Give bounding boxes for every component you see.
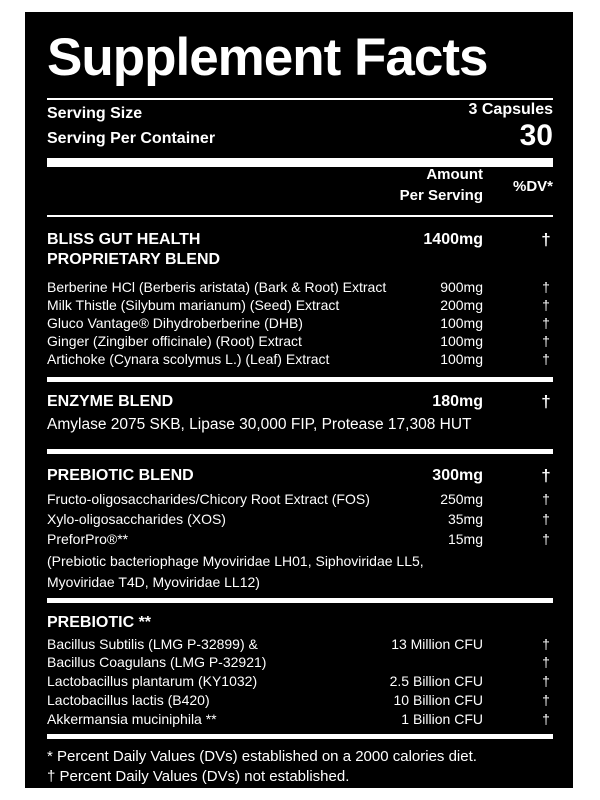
ingredient-amount: 200mg bbox=[440, 297, 483, 313]
ingredient-dv: † bbox=[542, 692, 550, 708]
supplement-facts-panel bbox=[23, 10, 575, 790]
footnote-dv-not-established: † Percent Daily Values (DVs) not established. bbox=[47, 768, 350, 785]
blend-dv: † bbox=[541, 466, 551, 485]
ingredient-name: Xylo-oligosaccharides (XOS) bbox=[47, 511, 226, 527]
section-name: PREBIOTIC ** bbox=[47, 614, 152, 631]
ingredient-dv: † bbox=[542, 333, 550, 349]
amount-header-line1: Amount bbox=[426, 166, 483, 183]
ingredient-name: Milk Thistle (Silybum marianum) (Seed) Extract bbox=[47, 297, 340, 313]
amount-header-line2: Per Serving bbox=[399, 187, 483, 204]
ingredient-dv: † bbox=[542, 297, 550, 313]
divider bbox=[47, 734, 553, 739]
blend-dv: † bbox=[541, 230, 551, 249]
panel-title: Supplement Facts bbox=[47, 28, 488, 87]
blend-note: Amylase 2075 SKB, Lipase 30,000 FIP, Protease 17,308 HUT bbox=[47, 416, 472, 433]
ingredient-amount: 100mg bbox=[440, 333, 483, 349]
blend-amount: 180mg bbox=[432, 393, 483, 410]
ingredient-amount: 900mg bbox=[440, 279, 483, 295]
ingredient-dv: † bbox=[542, 673, 550, 689]
blend-amount: 300mg bbox=[432, 467, 483, 484]
ingredient-name: Akkermansia muciniphila ** bbox=[47, 711, 217, 727]
ingredient-amount: 100mg bbox=[440, 351, 483, 367]
ingredient-dv: † bbox=[542, 279, 550, 295]
ingredient-amount: 15mg bbox=[447, 531, 483, 547]
ingredient-amount: 2.5 Billion CFU bbox=[389, 673, 483, 689]
blend-amount: 1400mg bbox=[423, 231, 483, 248]
blend-note-line1: (Prebiotic bacteriophage Myoviridae LH01, Siphoviridae LL5, bbox=[47, 553, 424, 569]
ingredient-dv: † bbox=[542, 351, 550, 367]
servings-per-container-label: Serving Per Container bbox=[47, 130, 216, 147]
footnote-dv-established: * Percent Daily Values (DVs) established on a 2000 calories diet. bbox=[47, 748, 477, 765]
ingredient-name: Artichoke (Cynara scolymus L.) (Leaf) Extract bbox=[47, 351, 330, 367]
ingredient-name: PreforPro®** bbox=[47, 531, 129, 547]
ingredient-name: Lactobacillus lactis (B420) bbox=[47, 692, 210, 708]
ingredient-name: Ginger (Zingiber officinale) (Root) Extract bbox=[47, 333, 302, 349]
ingredient-amount: 1 Billion CFU bbox=[401, 711, 483, 727]
divider bbox=[47, 377, 553, 382]
divider bbox=[47, 215, 553, 217]
blend-dv: † bbox=[541, 392, 551, 411]
dv-header: %DV* bbox=[512, 178, 553, 195]
blend-name-line1: BLISS GUT HEALTH bbox=[47, 231, 201, 248]
blend-note-line2: Myoviridae T4D, Myoviridae LL12) bbox=[47, 574, 260, 590]
ingredient-dv: † bbox=[542, 654, 550, 670]
ingredient-dv: † bbox=[542, 315, 550, 331]
ingredient-name: Lactobacillus plantarum (KY1032) bbox=[47, 673, 258, 689]
ingredient-amount: 100mg bbox=[440, 315, 483, 331]
ingredient-name: Fructo-oligosaccharides/Chicory Root Extract (FOS) bbox=[47, 491, 370, 507]
ingredient-dv: † bbox=[542, 711, 550, 727]
blend-name-line1: PREBIOTIC BLEND bbox=[47, 467, 194, 484]
ingredient-name: Bacillus Coagulans (LMG P-32921) bbox=[47, 654, 267, 670]
serving-size-value: 3 Capsules bbox=[468, 101, 553, 118]
blend-name-line2: PROPRIETARY BLEND bbox=[47, 251, 221, 268]
ingredient-amount: 250mg bbox=[440, 491, 483, 507]
ingredient-dv: † bbox=[542, 531, 550, 547]
ingredient-dv: † bbox=[542, 636, 550, 652]
divider bbox=[47, 449, 553, 454]
ingredient-amount: 35mg bbox=[447, 511, 483, 527]
divider bbox=[47, 598, 553, 603]
ingredient-name: Berberine HCl (Berberis aristata) (Bark & Root) Extract bbox=[47, 279, 387, 295]
ingredient-dv: † bbox=[542, 491, 550, 507]
ingredient-amount: 13 Million CFU bbox=[391, 636, 483, 652]
blend-name-line1: ENZYME BLEND bbox=[47, 393, 174, 410]
ingredient-dv: † bbox=[542, 511, 550, 527]
servings-per-container-value: 30 bbox=[519, 119, 553, 152]
amount-per-serving-header bbox=[400, 164, 483, 206]
serving-size-label: Serving Size bbox=[47, 105, 143, 122]
ingredient-name: Bacillus Subtilis (LMG P-32899) & bbox=[47, 636, 258, 652]
ingredient-name: Gluco Vantage® Dihydroberberine (DHB) bbox=[47, 315, 303, 331]
ingredient-amount: 10 Billion CFU bbox=[393, 692, 483, 708]
